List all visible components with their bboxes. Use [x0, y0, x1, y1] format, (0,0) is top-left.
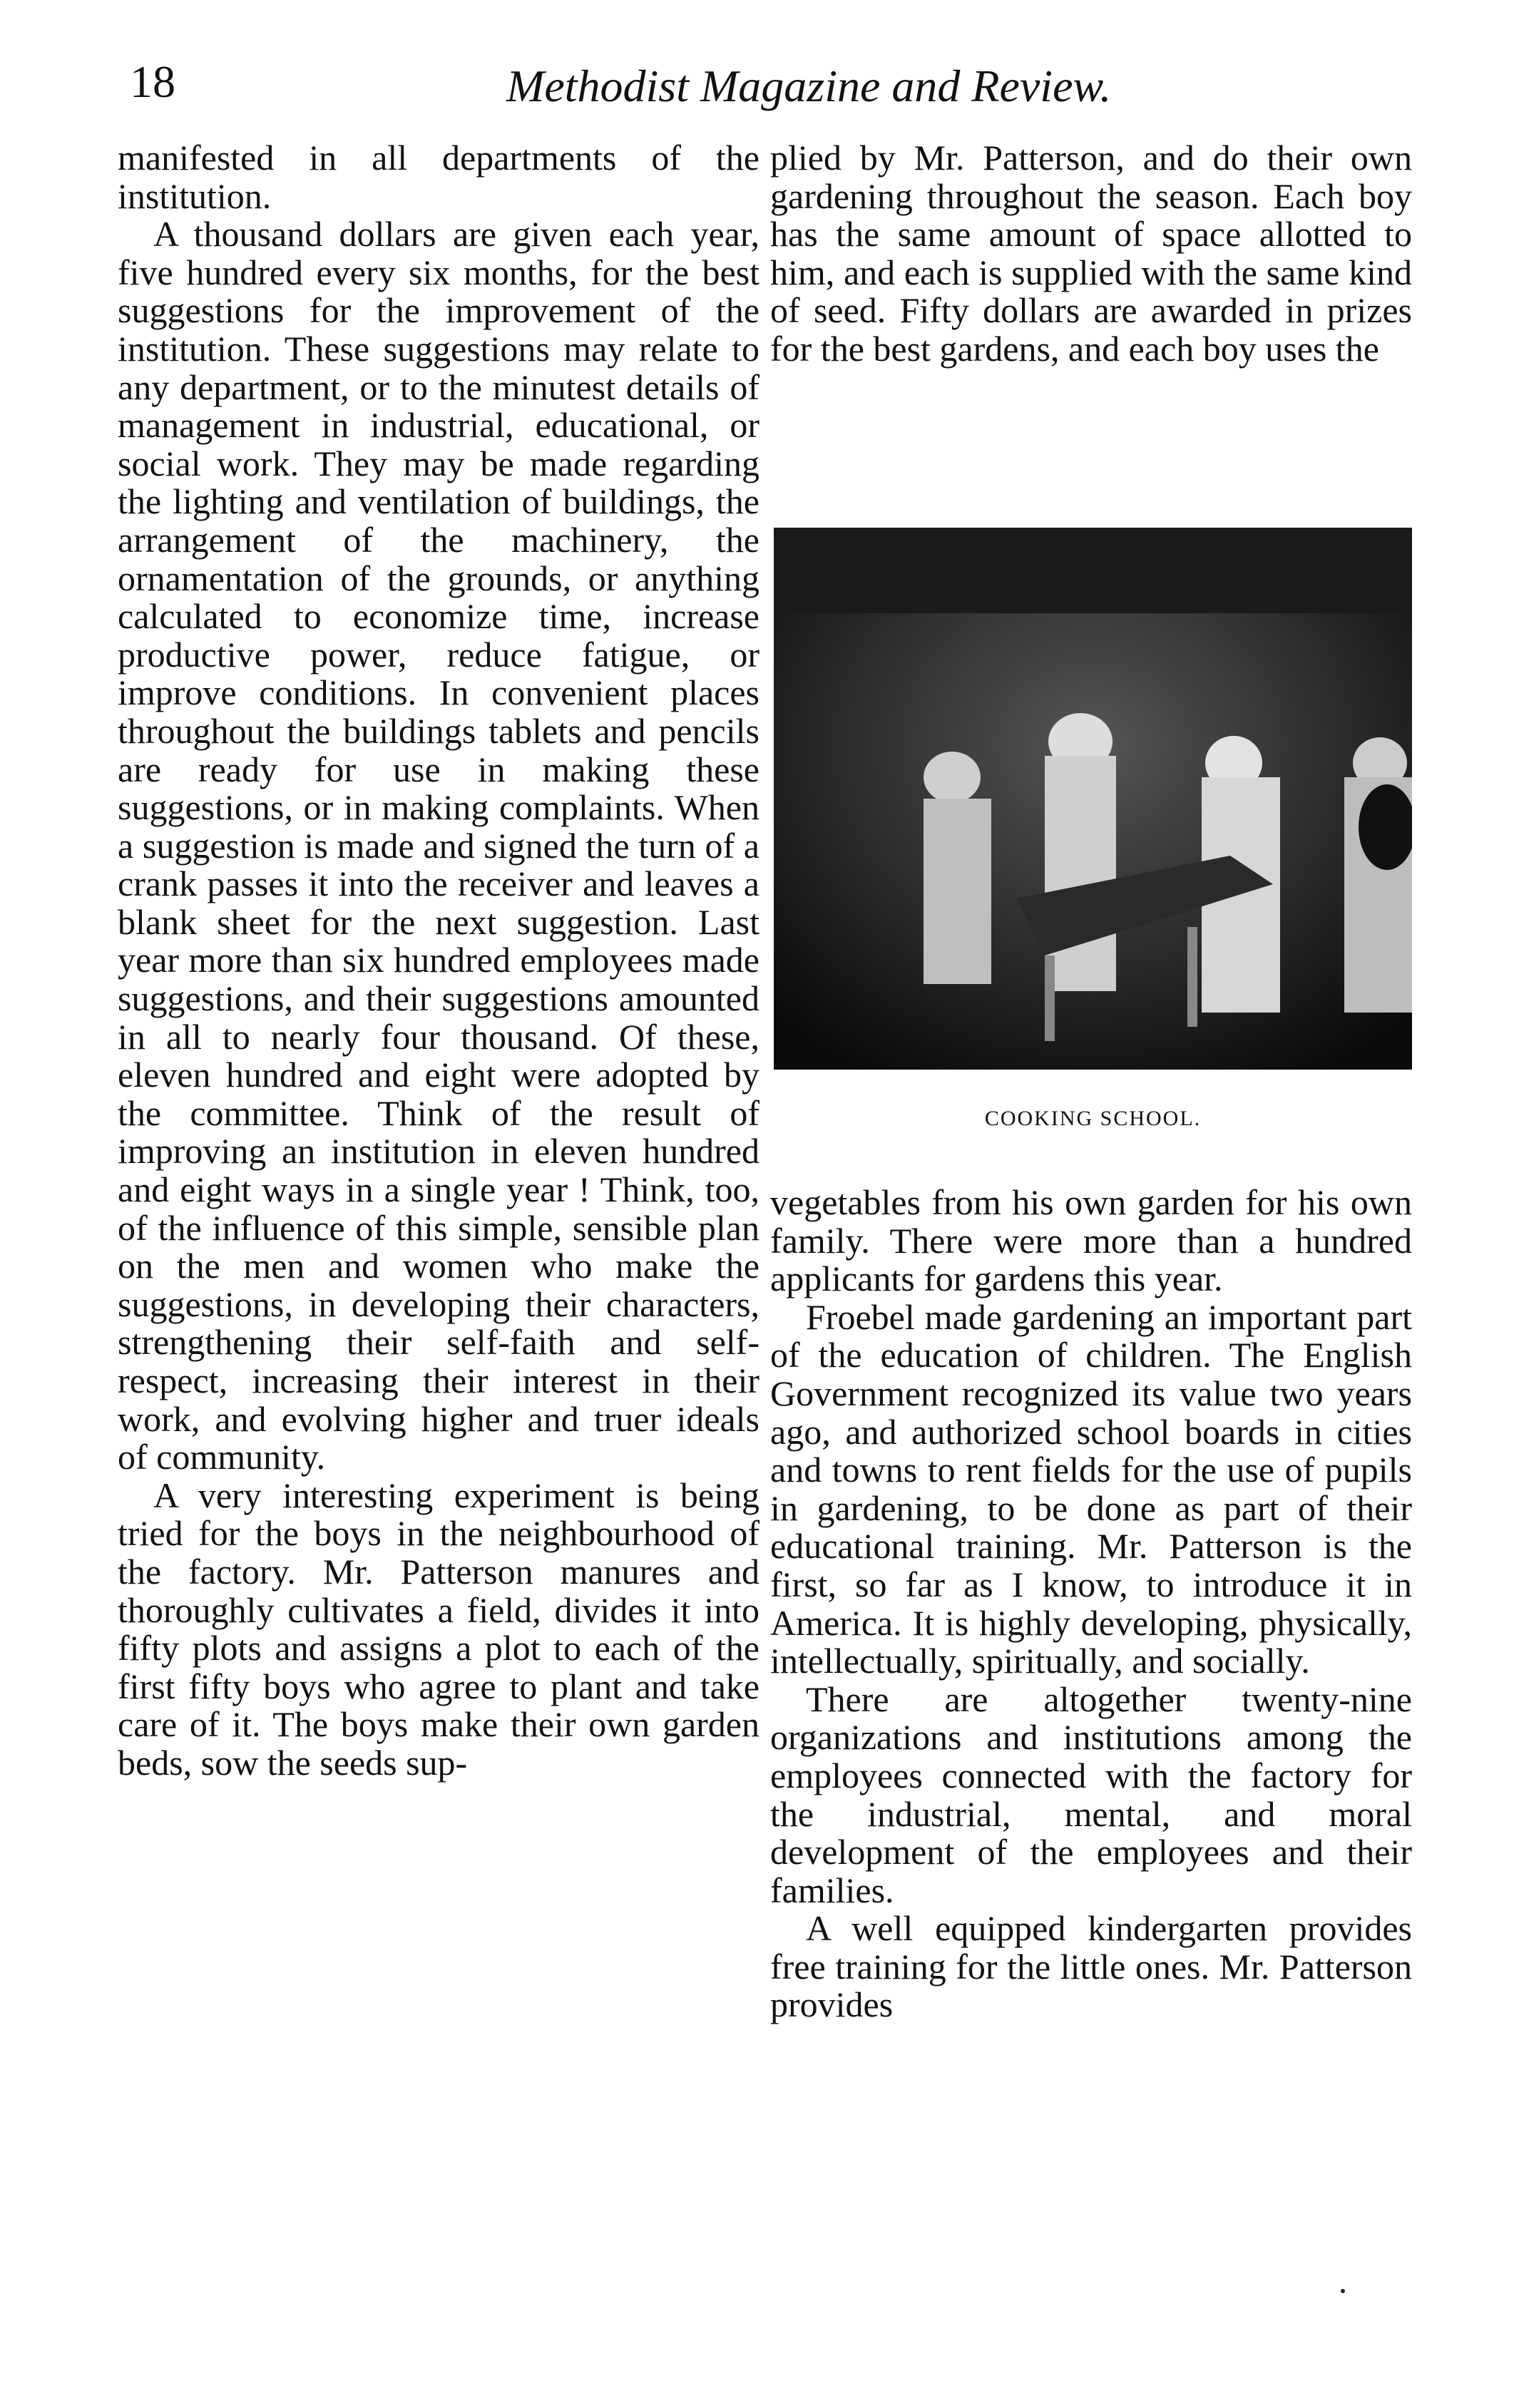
paragraph: There are altogether twenty-nine organizations and institutions among the employees connected with the factory for the industrial, mental, and moral development of the employees and their families. [770, 1679, 1412, 1910]
paragraph: vegetables from his own garden for his own family. There were more than a hundred applicants for gardens this year. [770, 1182, 1412, 1299]
paragraph: A very interesting experiment is being tried for the boys in the neighbourhood of the factory. Mr. Patterson manures and thoroughly cultivates a field, divides it into fifty plots and assigns a plot to each of the first fifty boys who agree to plant and take care of it. The boys make their own garden beds, sow the seeds sup- [118, 1475, 759, 1783]
paragraph: manifested in all departments of the institution. [118, 138, 759, 216]
running-title: Methodist Magazine and Review. [506, 61, 1112, 111]
right-column-bottom [770, 1184, 1412, 2024]
paragraph: A thousand dollars are given each year, five hundred every six months, for the best suggestions for the improvement of the institution. These suggestions may relate to any department, or to the minutest details of management in industrial, educational, or social work. They may be made regarding the lighting and ventilation of buildings, the arrangement of the machinery, the ornamentation of the grounds, or anything calculated to economize time, increase productive power, reduce fatigue, or improve conditions. In convenient places throughout the buildings tablets and pencils are ready for use in making these suggestions, or in making complaints. When a suggestion is made and signed the turn of a crank passes it into the receiver and leaves a blank sheet for the next suggestion. Last year more than six hundred employees made suggestions, and their suggestions amounted in all to nearly four thousand. Of these, eleven hundred and eight were adopted by the committee. Think of the result of improving an institution in eleven hundred and eight ways in a single year ! Think, too, of the influence of this simple, sensible plan on the men and women who make the suggestions, in developing their characters, strengthening their self-faith and self-respect, increasing their interest in their work, and evolving higher and truer ideals of community. [118, 214, 759, 1477]
print-speck [1341, 2289, 1345, 2293]
figure-caption: COOKING SCHOOL. [984, 1107, 1202, 1130]
photo-illustration [774, 528, 1412, 1070]
paragraph: A well equipped kindergarten provides free training for the little ones. Mr. Patterson provides [770, 1908, 1412, 2025]
paragraph: plied by Mr. Patterson, and do their own gardening throughout the season. Each boy has the same amount of space allotted to him, and each is supplied with the same kind of seed. Fifty dollars are awarded in prizes for the best gardens, and each boy uses the [770, 138, 1412, 369]
right-column-top [770, 139, 1412, 369]
left-column [118, 139, 759, 1783]
page-number: 18 [130, 56, 175, 107]
cooking-school-photo [774, 528, 1412, 1070]
page-header [107, 43, 1412, 121]
paragraph: Froebel made gardening an important part of the education of children. The English Government recognized its value two years ago, and authorized school boards in cities and towns to rent fields for the use of pupils in gardening, to be done as part of their educational training. Mr. Patterson is the first, so far as I know, to introduce it in America. It is highly developing, physically, intellectually, spiritually, and socially. [770, 1296, 1412, 1681]
